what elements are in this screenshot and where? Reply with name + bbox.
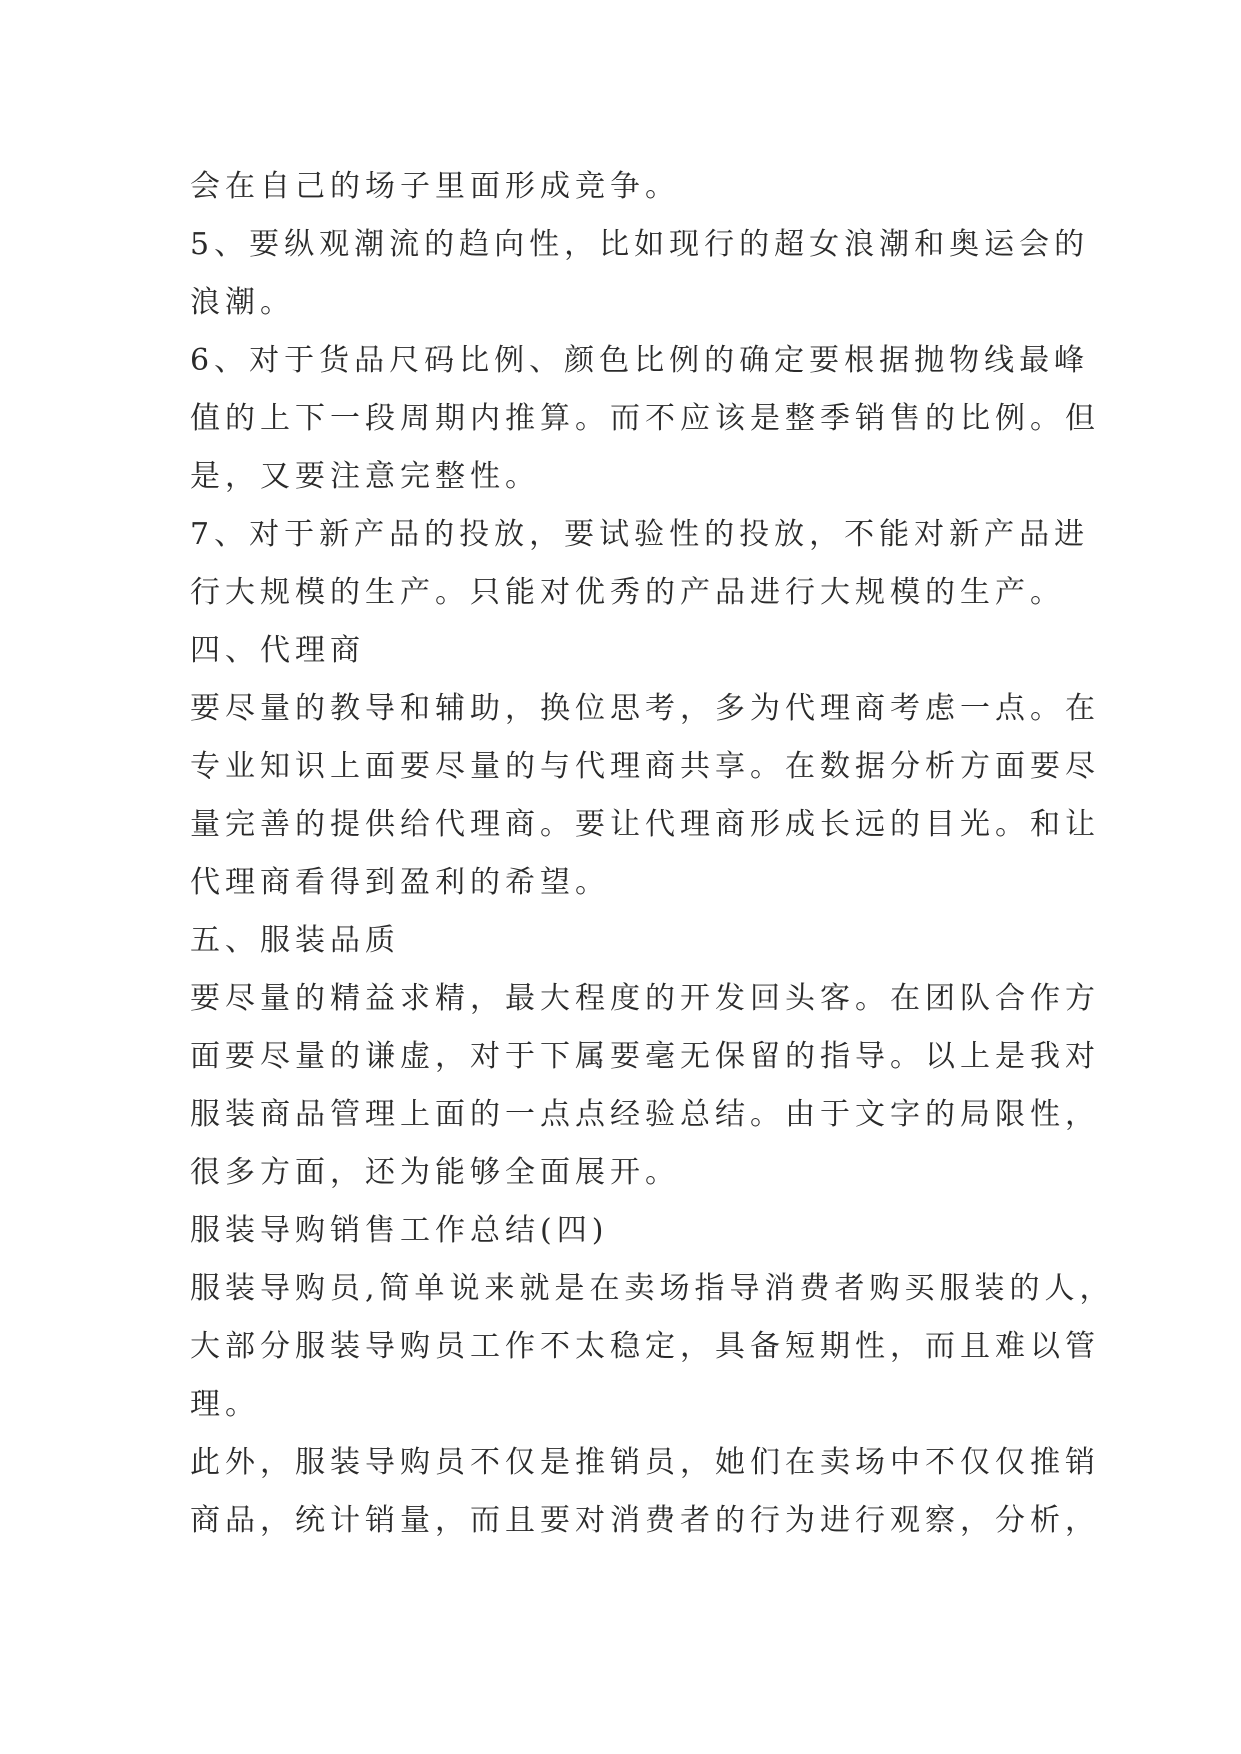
text-line: 大部分服装导购员工作不太稳定，具备短期性，而且难以管 (190, 1329, 1100, 1364)
text-line: 行大规模的生产。只能对优秀的产品进行大规模的生产。 (190, 575, 1065, 610)
text-line: 值的上下一段周期内推算。而不应该是整季销售的比例。但 (190, 401, 1100, 436)
text-line: 量完善的提供给代理商。要让代理商形成长远的目光。和让 (190, 807, 1100, 842)
text-line: 要尽量的精益求精，最大程度的开发回头客。在团队合作方 (190, 981, 1100, 1016)
list-item-5: 5、要纵观潮流的趋向性，比如现行的超女浪潮和奥运会的 (190, 227, 1090, 262)
text-line: 要尽量的教导和辅助，换位思考，多为代理商考虑一点。在 (190, 691, 1100, 726)
text-line: 此外，服装导购员不仅是推销员，她们在卖场中不仅仅推销 (190, 1445, 1100, 1480)
list-item-7: 7、对于新产品的投放，要试验性的投放，不能对新产品进 (190, 517, 1090, 552)
text-line: 服装导购员,简单说来就是在卖场指导消费者购买服装的人， (190, 1271, 1115, 1306)
document-body (190, 158, 1115, 1550)
text-line: 理。 (190, 1387, 260, 1422)
text-line: 会在自己的场子里面形成竞争。 (190, 169, 680, 204)
text-line: 商品，统计销量，而且要对消费者的行为进行观察，分析， (190, 1503, 1100, 1538)
summary-title-4: 服装导购销售工作总结(四) (190, 1213, 609, 1248)
section-heading-quality: 五、服装品质 (190, 923, 400, 958)
text-line: 代理商看得到盈利的希望。 (190, 865, 610, 900)
text-line: 浪潮。 (190, 285, 295, 320)
list-item-6: 6、对于货品尺码比例、颜色比例的确定要根据抛物线最峰 (190, 343, 1090, 378)
text-line: 很多方面，还为能够全面展开。 (190, 1155, 680, 1190)
text-line: 是，又要注意完整性。 (190, 459, 540, 494)
text-line: 面要尽量的谦虚，对于下属要毫无保留的指导。以上是我对 (190, 1039, 1100, 1074)
text-line: 专业知识上面要尽量的与代理商共享。在数据分析方面要尽 (190, 749, 1100, 784)
text-line: 服装商品管理上面的一点点经验总结。由于文字的局限性， (190, 1097, 1100, 1132)
section-heading-agents: 四、代理商 (190, 633, 365, 668)
